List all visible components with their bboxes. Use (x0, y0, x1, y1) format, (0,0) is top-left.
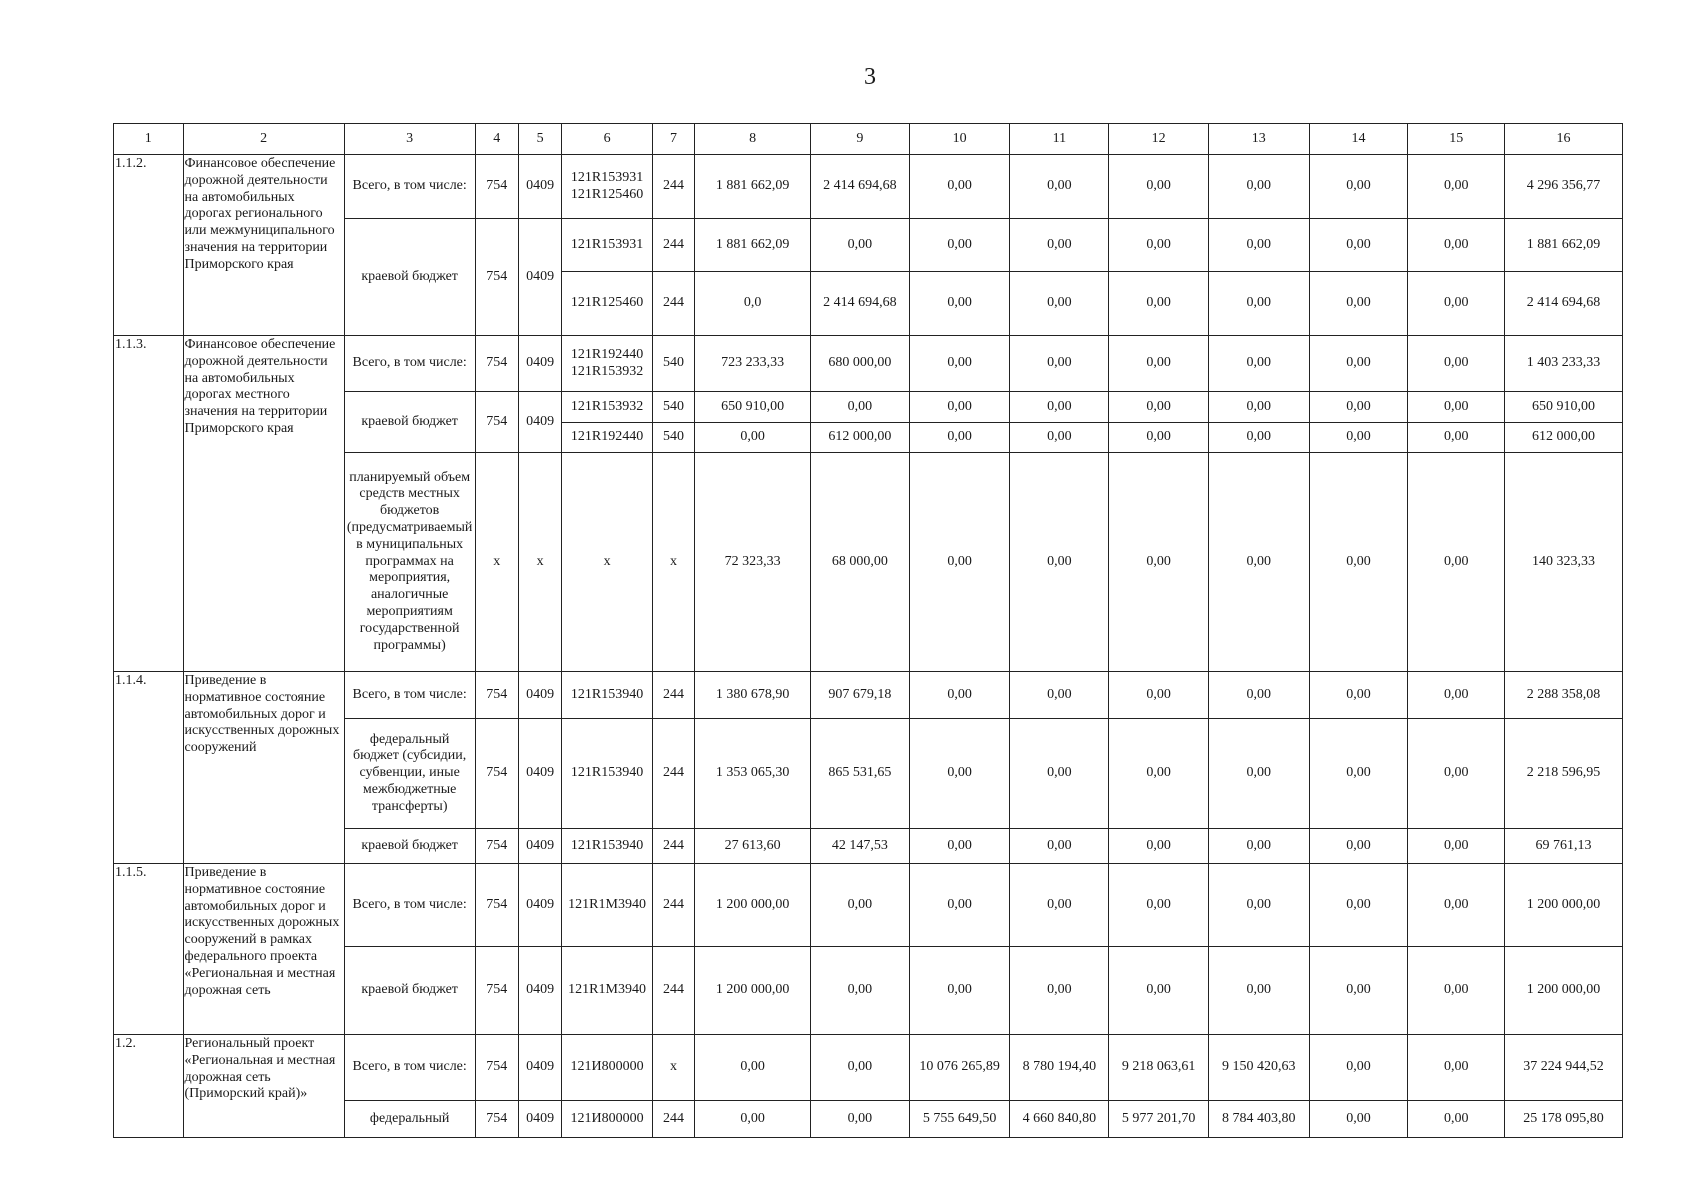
table-cell: 754 (475, 719, 518, 829)
amount-cell: 0,00 (1408, 864, 1505, 947)
amount-cell: 1 881 662,09 (695, 155, 811, 219)
table-cell: 754 (475, 672, 518, 719)
amount-cell: 650 910,00 (1505, 392, 1623, 423)
amount-cell: 0,00 (909, 155, 1010, 219)
table-cell: 244 (652, 155, 694, 219)
table-cell: 121R153932 (562, 392, 653, 423)
table-cell: 0409 (518, 864, 561, 947)
column-number-header: 1 (114, 124, 184, 155)
amount-cell: 0,00 (1109, 864, 1209, 947)
amount-cell: 0,00 (909, 336, 1010, 392)
amount-cell: 0,00 (1208, 336, 1309, 392)
amount-cell: 0,00 (1010, 829, 1109, 864)
amount-cell: 0,00 (1208, 672, 1309, 719)
amount-cell: 0,00 (1010, 864, 1109, 947)
amount-cell: 9 150 420,63 (1208, 1035, 1309, 1101)
amount-cell: 0,00 (1408, 453, 1505, 672)
table-cell: 0409 (518, 392, 561, 453)
amount-cell: 2 218 596,95 (1505, 719, 1623, 829)
table-cell: 0409 (518, 947, 561, 1035)
amount-cell: 4 660 840,80 (1010, 1101, 1109, 1138)
amount-cell: 680 000,00 (811, 336, 910, 392)
amount-cell: 0,00 (1010, 336, 1109, 392)
amount-cell: 0,00 (1208, 864, 1309, 947)
amount-cell: 0,00 (1408, 1101, 1505, 1138)
amount-cell: 0,00 (1309, 155, 1408, 219)
column-number-header: 15 (1408, 124, 1505, 155)
amount-cell: 0,00 (1309, 719, 1408, 829)
amount-cell: 0,00 (1109, 219, 1209, 272)
amount-cell: 865 531,65 (811, 719, 910, 829)
table-cell: краевой бюджет (344, 947, 475, 1035)
page-number: 3 (864, 64, 876, 90)
column-number-header: 6 (562, 124, 653, 155)
amount-cell: 0,00 (1208, 219, 1309, 272)
amount-cell: 0,00 (1010, 219, 1109, 272)
amount-cell: 0,00 (1408, 719, 1505, 829)
amount-cell: 723 233,33 (695, 336, 811, 392)
amount-cell: 2 414 694,68 (811, 272, 910, 336)
amount-cell: 1 380 678,90 (695, 672, 811, 719)
amount-cell: 2 288 358,08 (1505, 672, 1623, 719)
table-cell: 0409 (518, 155, 561, 219)
table-cell: Всего, в том числе: (344, 1035, 475, 1101)
table-cell: краевой бюджет (344, 829, 475, 864)
table-cell: Всего, в том числе: (344, 864, 475, 947)
amount-cell: 0,00 (1309, 864, 1408, 947)
amount-cell: 8 784 403,80 (1208, 1101, 1309, 1138)
item-number-cell: 1.1.5. (114, 864, 184, 1035)
item-name-cell: Приведение в нормативное состояние автомобильных дорог и искусственных дорожных сооружений (183, 672, 344, 864)
table-cell: 244 (652, 272, 694, 336)
table-cell: 754 (475, 155, 518, 219)
table-row (114, 1035, 1623, 1101)
amount-cell: 1 200 000,00 (1505, 864, 1623, 947)
amount-cell: 0,00 (1010, 453, 1109, 672)
table-cell: 244 (652, 1101, 694, 1138)
amount-cell: 1 200 000,00 (1505, 947, 1623, 1035)
item-number-cell: 1.1.2. (114, 155, 184, 336)
amount-cell: 4 296 356,77 (1505, 155, 1623, 219)
amount-cell: 5 755 649,50 (909, 1101, 1010, 1138)
amount-cell: 0,00 (1208, 392, 1309, 423)
item-name-cell: Финансовое обеспечение дорожной деятельности на автомобильных дорогах местного значения на территории Приморского края (183, 336, 344, 672)
amount-cell: 2 414 694,68 (1505, 272, 1623, 336)
amount-cell: 0,00 (1309, 423, 1408, 453)
item-name-cell: Приведение в нормативное состояние автомобильных дорог и искусственных дорожных сооружений в рамках федерального проекта «Региональная и местная дорожная сеть (183, 864, 344, 1035)
amount-cell: 0,00 (1208, 155, 1309, 219)
amount-cell: 0,00 (1010, 392, 1109, 423)
table-cell: x (562, 453, 653, 672)
table-cell: федеральный (344, 1101, 475, 1138)
column-number-header: 13 (1208, 124, 1309, 155)
amount-cell: 650 910,00 (695, 392, 811, 423)
table-cell: 754 (475, 336, 518, 392)
amount-cell: 0,00 (1309, 672, 1408, 719)
amount-cell: 0,00 (909, 947, 1010, 1035)
amount-cell: 0,00 (695, 1035, 811, 1101)
amount-cell: 0,0 (695, 272, 811, 336)
amount-cell: 0,00 (1010, 947, 1109, 1035)
table-cell: 0409 (518, 672, 561, 719)
table-cell: 121R1M3940 (562, 864, 653, 947)
table-cell: 754 (475, 829, 518, 864)
amount-cell: 0,00 (909, 453, 1010, 672)
table-cell: 244 (652, 829, 694, 864)
amount-cell: 0,00 (1208, 423, 1309, 453)
column-number-header: 11 (1010, 124, 1109, 155)
column-number-header: 3 (344, 124, 475, 155)
column-number-header: 14 (1309, 124, 1408, 155)
table-cell: Всего, в том числе: (344, 672, 475, 719)
amount-cell: 0,00 (1309, 219, 1408, 272)
table-cell: 121И800000 (562, 1035, 653, 1101)
amount-cell: 42 147,53 (811, 829, 910, 864)
amount-cell: 37 224 944,52 (1505, 1035, 1623, 1101)
column-number-header: 9 (811, 124, 910, 155)
table-cell: 121R153940 (562, 719, 653, 829)
column-number-header: 4 (475, 124, 518, 155)
amount-cell: 0,00 (1408, 392, 1505, 423)
amount-cell: 612 000,00 (1505, 423, 1623, 453)
amount-cell: 72 323,33 (695, 453, 811, 672)
amount-cell: 1 881 662,09 (695, 219, 811, 272)
table-cell: планируемый объем средств местных бюджетов (предусматриваемый в муниципальных программах на мероприятия, аналогичные мероприятиям государственной программы) (344, 453, 475, 672)
amount-cell: 68 000,00 (811, 453, 910, 672)
item-name-cell: Финансовое обеспечение дорожной деятельности на автомобильных дорогах регионального или межмуниципального значения на территории Приморского края (183, 155, 344, 336)
table-cell: x (518, 453, 561, 672)
table-cell: 754 (475, 1101, 518, 1138)
amount-cell: 907 679,18 (811, 672, 910, 719)
table-cell: федеральный бюджет (субсидии, субвенции, иные межбюджетные трансферты) (344, 719, 475, 829)
item-number-cell: 1.2. (114, 1035, 184, 1138)
amount-cell: 0,00 (909, 423, 1010, 453)
table-cell: 121И800000 (562, 1101, 653, 1138)
amount-cell: 0,00 (1309, 829, 1408, 864)
amount-cell: 25 178 095,80 (1505, 1101, 1623, 1138)
amount-cell: 5 977 201,70 (1109, 1101, 1209, 1138)
table-row (114, 864, 1623, 947)
amount-cell: 0,00 (811, 864, 910, 947)
table-cell: x (475, 453, 518, 672)
amount-cell: 0,00 (1408, 947, 1505, 1035)
amount-cell: 0,00 (1208, 272, 1309, 336)
item-name-cell: Региональный проект «Региональная и местная дорожная сеть (Приморский край)» (183, 1035, 344, 1138)
budget-table (113, 123, 1623, 1138)
item-number-cell: 1.1.4. (114, 672, 184, 864)
table-cell: 754 (475, 219, 518, 336)
amount-cell: 0,00 (1109, 453, 1209, 672)
column-number-header: 2 (183, 124, 344, 155)
amount-cell: 1 403 233,33 (1505, 336, 1623, 392)
table-cell: 244 (652, 672, 694, 719)
table-cell: 121R192440 (562, 423, 653, 453)
table-cell: 121R153940 (562, 672, 653, 719)
amount-cell: 0,00 (909, 272, 1010, 336)
amount-cell: 0,00 (1010, 155, 1109, 219)
table-row (114, 155, 1623, 219)
table-cell: 540 (652, 392, 694, 423)
amount-cell: 0,00 (1109, 829, 1209, 864)
amount-cell: 0,00 (1109, 155, 1209, 219)
table-row (114, 672, 1623, 719)
table-header-row (114, 124, 1623, 155)
table-cell: x (652, 1035, 694, 1101)
amount-cell: 0,00 (811, 219, 910, 272)
amount-cell: 9 218 063,61 (1109, 1035, 1209, 1101)
table-cell: краевой бюджет (344, 219, 475, 336)
table-cell: 0409 (518, 219, 561, 336)
column-number-header: 7 (652, 124, 694, 155)
table-cell: 121R125460 (562, 272, 653, 336)
table-cell: 540 (652, 423, 694, 453)
amount-cell: 0,00 (811, 1035, 910, 1101)
amount-cell: 0,00 (909, 392, 1010, 423)
column-number-header: 5 (518, 124, 561, 155)
table-cell: краевой бюджет (344, 392, 475, 453)
amount-cell: 0,00 (1208, 829, 1309, 864)
amount-cell: 0,00 (1408, 829, 1505, 864)
amount-cell: 0,00 (695, 1101, 811, 1138)
amount-cell: 0,00 (1408, 423, 1505, 453)
table-cell: 121R153940 (562, 829, 653, 864)
amount-cell: 1 200 000,00 (695, 864, 811, 947)
table-cell: x (652, 453, 694, 672)
amount-cell: 140 323,33 (1505, 453, 1623, 672)
column-number-header: 8 (695, 124, 811, 155)
amount-cell: 0,00 (1109, 272, 1209, 336)
table-cell: 121R153931 (562, 219, 653, 272)
table-cell: 540 (652, 336, 694, 392)
amount-cell: 27 613,60 (695, 829, 811, 864)
amount-cell: 0,00 (1309, 1035, 1408, 1101)
amount-cell: 0,00 (1109, 423, 1209, 453)
column-number-header: 12 (1109, 124, 1209, 155)
table-cell: 754 (475, 1035, 518, 1101)
amount-cell: 0,00 (1010, 672, 1109, 719)
amount-cell: 0,00 (909, 219, 1010, 272)
amount-cell: 0,00 (811, 392, 910, 423)
amount-cell: 2 414 694,68 (811, 155, 910, 219)
amount-cell: 0,00 (1408, 336, 1505, 392)
table-cell: 121R1M3940 (562, 947, 653, 1035)
amount-cell: 1 881 662,09 (1505, 219, 1623, 272)
table-cell: 0409 (518, 1101, 561, 1138)
table-row (114, 336, 1623, 392)
amount-cell: 0,00 (1208, 947, 1309, 1035)
amount-cell: 0,00 (1408, 219, 1505, 272)
table-cell: 244 (652, 219, 694, 272)
amount-cell: 0,00 (1208, 453, 1309, 672)
column-number-header: 10 (909, 124, 1010, 155)
amount-cell: 8 780 194,40 (1010, 1035, 1109, 1101)
amount-cell: 0,00 (1109, 672, 1209, 719)
table-cell: 0409 (518, 1035, 561, 1101)
amount-cell: 0,00 (1309, 272, 1408, 336)
table-cell: 754 (475, 392, 518, 453)
amount-cell: 0,00 (1309, 947, 1408, 1035)
table-cell: 0409 (518, 829, 561, 864)
amount-cell: 0,00 (909, 719, 1010, 829)
amount-cell: 0,00 (1309, 336, 1408, 392)
amount-cell: 0,00 (1010, 272, 1109, 336)
item-number-cell: 1.1.3. (114, 336, 184, 672)
amount-cell: 0,00 (1408, 672, 1505, 719)
amount-cell: 0,00 (1408, 272, 1505, 336)
amount-cell: 0,00 (811, 1101, 910, 1138)
table-cell: 244 (652, 719, 694, 829)
amount-cell: 0,00 (909, 672, 1010, 719)
amount-cell: 69 761,13 (1505, 829, 1623, 864)
table-cell: Всего, в том числе: (344, 336, 475, 392)
amount-cell: 0,00 (1109, 719, 1209, 829)
amount-cell: 0,00 (1109, 336, 1209, 392)
table-cell: 244 (652, 864, 694, 947)
amount-cell: 0,00 (1408, 155, 1505, 219)
amount-cell: 0,00 (695, 423, 811, 453)
table-cell: 0409 (518, 719, 561, 829)
amount-cell: 1 353 065,30 (695, 719, 811, 829)
amount-cell: 0,00 (1408, 1035, 1505, 1101)
amount-cell: 1 200 000,00 (695, 947, 811, 1035)
table-cell: 0409 (518, 336, 561, 392)
amount-cell: 0,00 (1109, 947, 1209, 1035)
amount-cell: 0,00 (1010, 719, 1109, 829)
amount-cell: 0,00 (909, 864, 1010, 947)
table-cell: 121R153931 121R125460 (562, 155, 653, 219)
amount-cell: 0,00 (1109, 392, 1209, 423)
amount-cell: 0,00 (1010, 423, 1109, 453)
amount-cell: 0,00 (909, 829, 1010, 864)
amount-cell: 0,00 (1208, 719, 1309, 829)
amount-cell: 10 076 265,89 (909, 1035, 1010, 1101)
amount-cell: 0,00 (1309, 1101, 1408, 1138)
amount-cell: 612 000,00 (811, 423, 910, 453)
table-cell: Всего, в том числе: (344, 155, 475, 219)
table-cell: 121R192440 121R153932 (562, 336, 653, 392)
table-cell: 754 (475, 947, 518, 1035)
table-cell: 244 (652, 947, 694, 1035)
table-cell: 754 (475, 864, 518, 947)
amount-cell: 0,00 (1309, 453, 1408, 672)
amount-cell: 0,00 (1309, 392, 1408, 423)
amount-cell: 0,00 (811, 947, 910, 1035)
column-number-header: 16 (1505, 124, 1623, 155)
